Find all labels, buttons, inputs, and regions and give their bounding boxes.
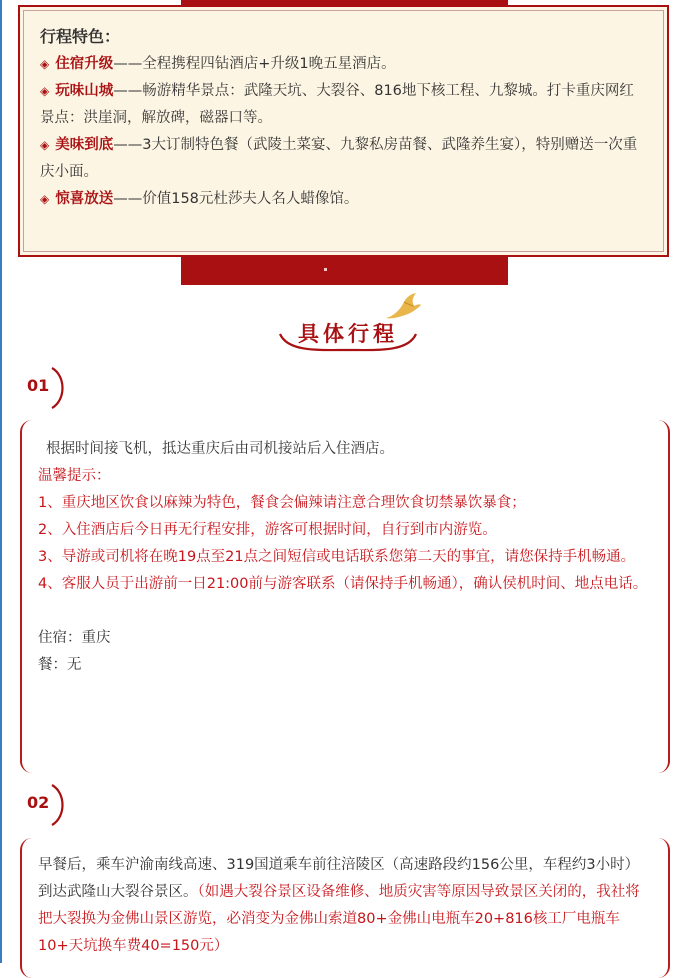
features-title: 行程特色： — [40, 27, 121, 46]
feature-text: ——畅游精华景点：武隆天坑、大裂谷、816地下核工程、九黎城。打卡重庆网红景点：洪崖洞，解放碑，磁器口等。 — [40, 83, 634, 126]
meal-info: 餐：无 — [38, 657, 82, 673]
feature-text: ——价值158元杜莎夫人名人蜡像馆。 — [113, 191, 359, 207]
feature-item — [40, 186, 647, 213]
tip-item: 3、导游或司机将在晚19点至21点之间短信或电话联系您第二天的事宜，请您保持手机畅通。 — [38, 549, 636, 565]
diamond-bullet-icon: ◈ — [40, 192, 50, 206]
diamond-bullet-icon: ◈ — [40, 138, 50, 152]
day-number: 01 — [27, 376, 50, 395]
tip-item: 1、重庆地区饮食以麻辣为特色，餐食会偏辣请注意合理饮食切禁暴饮暴食； — [38, 495, 526, 511]
diamond-bullet-icon: ◈ — [40, 84, 50, 98]
day-description — [38, 852, 652, 960]
title-underline — [278, 326, 418, 356]
day-card — [20, 420, 670, 773]
features-panel — [18, 5, 669, 257]
feature-item — [40, 78, 647, 132]
feature-label: 住宿升级 — [55, 56, 114, 72]
day-bracket-icon — [22, 783, 66, 827]
left-edge-rule — [0, 0, 2, 963]
stay-info: 住宿：重庆 — [38, 630, 111, 646]
tip-item: 4、客服人员于出游前一日21:00前与游客联系（请保持手机畅通），确认侯机时间、地点电话。 — [38, 576, 648, 592]
tip-label: 温馨提示： — [38, 468, 111, 484]
day-badge — [22, 366, 66, 410]
footer-band — [181, 257, 508, 285]
day-card — [20, 838, 670, 978]
diamond-bullet-icon: ◈ — [40, 57, 50, 71]
feature-item — [40, 51, 647, 78]
band-dot — [324, 268, 327, 271]
feature-label: 美味到底 — [55, 137, 114, 153]
feature-text: ——3大订制特色餐（武陵土菜宴、九黎私房苗餐、武隆养生宴），特别赠送一次重庆小面。 — [40, 137, 638, 180]
feature-text: ——全程携程四钻酒店+升级1晚五星酒店。 — [113, 56, 396, 72]
tip-item: 2、入住酒店后今日再无行程安排，游客可根据时间，自行到市内游览。 — [38, 522, 497, 538]
day-text: 早餐后，乘车沪渝南线高速、319国道乘车前往涪陵区（高速路段约156公里，车程约3小时）到达武隆山大裂谷景区。 — [38, 857, 640, 900]
feature-label: 惊喜放送 — [55, 191, 114, 207]
day-number: 02 — [27, 793, 50, 812]
feature-label: 玩味山城 — [55, 83, 114, 99]
day-bracket-icon — [22, 366, 66, 410]
feature-item — [40, 132, 647, 186]
day-badge — [22, 783, 66, 827]
section-title: 具体行程 — [298, 322, 398, 346]
day-intro: 根据时间接飞机，抵达重庆后由司机接站后入住酒店。 — [46, 441, 394, 457]
day-notice: （如遇大裂谷景区设备维修、地质灾害等原因导致景区关闭的，我社将把大裂换为金佛山景区游览，必消变为金佛山索道80+金佛山电瓶车20+816核工厂电瓶车10+天坑换车费40=150元） — [38, 884, 640, 954]
spacer — [38, 598, 652, 625]
section-heading — [272, 290, 422, 360]
